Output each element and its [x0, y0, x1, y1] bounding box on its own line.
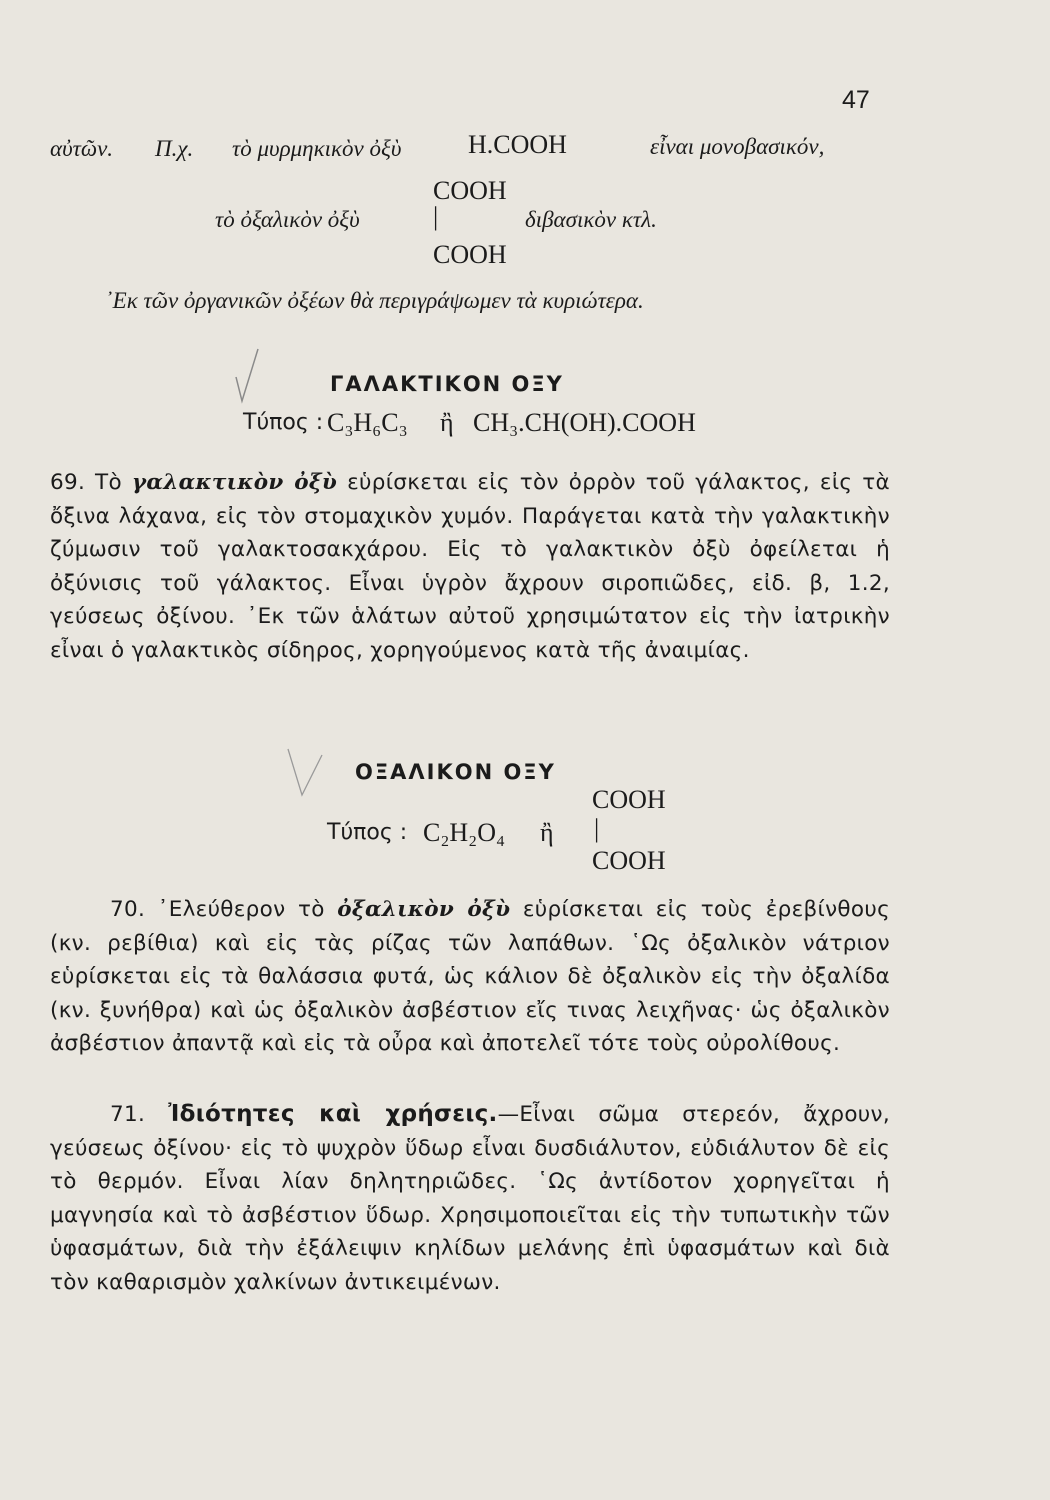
- lactic-formula-a: C₃H₆C₃: [327, 408, 408, 437]
- properties-heading: Ἰδιότητες καὶ χρήσεις.: [168, 1101, 498, 1127]
- page-number: 47: [842, 86, 870, 114]
- paragraph-69: [50, 466, 890, 667]
- paragraph-71-text: —Εἶναι σῶμα στερεόν, ἄχρουν, γεύσεως ὀξίνου· εἰς τὸ ψυχρὸν ὕδωρ εἶναι δυσδιάλυτον, εὐδιάλυτον δὲ εἰς τὸ θερμόν. Εἶναι λίαν δηλητηριῶδες. ῾Ως ἀντίδοτον χορηγεῖται ἡ μαγνησία καὶ τὸ ἀσβέστιον ὕδωρ. Χρησιμοποιεῖται εἰς τὴν τυπωτικὴν τῶν ὑφασμάτων, διὰ τὴν ἐξάλειψιν κηλίδων μελάνης ἐπὶ ὑφασμάτων καὶ διὰ τὸν καθαρισμὸν χαλκίνων ἀντικειμένων.: [50, 1102, 890, 1295]
- pencil-check-mark-1: [232, 345, 262, 405]
- paragraph-71-number: 71.: [110, 1102, 169, 1127]
- intro-word-auton: αὐτῶν.: [50, 136, 114, 161]
- lactic-type-label: Τύπος :: [243, 410, 324, 435]
- paragraph-69-number: 69. Τὸ: [50, 470, 132, 495]
- oxalic-formula-cooh-top: COOH: [592, 785, 666, 814]
- formic-formula: H.COOH: [468, 130, 567, 159]
- paragraph-69-text: εὑρίσκεται εἰς τὸν ὀρρὸν τοῦ γάλακτος, εἰς τὰ ὄξινα λάχανα, εἰς τὸν στομαχικὸν χυμόν. Παράγεται κατὰ τὴν γαλακτικὴν ζύμωσιν τοῦ γαλακτοσακχάρου. Εἰς τὸ γαλακτικὸν ὀξὺ ὀφείλεται ἡ ὀξύνισις τοῦ γάλακτος. Εἶναι ὑγρὸν ἄχρουν σιροπιῶδες, εἰδ. β, 1.2, γεύσεως ὀξίνου. ᾿Εκ τῶν ἁλάτων αὐτοῦ χρησιμώτατον εἰς τὴν ἰατρικὴν εἶναι ὁ γαλακτικὸς σίδηρος, χορηγούμενος κατὰ τῆς ἀναιμίας.: [50, 470, 890, 663]
- paragraph-70-text: εὑρίσκεται εἰς τοὺς ἐρεβίνθους (κν. ρεβίθια) καὶ εἰς τὰς ρίζας τῶν λαπάθων. ῾Ως ὀξαλικὸν νάτριον εὑρίσκεται εἰς τὰ θαλάσσια φυτά, ὡς κάλιον δὲ ὀξαλικὸν εἰς τὴν ὀξαλίδα (κν. ξυνήθρα) καὶ ὡς ὀξαλικὸν ἀσβέστιον εἴς τινας λειχῆνας· ὡς ὀξαλικὸν ἀσβέστιον ἀπαντᾷ καὶ εἰς τὰ οὖρα καὶ ἀποτελεῖ τότε τοὺς οὐρολίθους.: [50, 897, 890, 1056]
- oxalic-acid-term: ὀξαλικὸν ὀξὺ: [337, 897, 511, 922]
- oxalic-formula-bar: |: [594, 814, 600, 843]
- oxalic-formula: C₂H₂O₄: [423, 818, 506, 847]
- intro-sentence: ᾿Εκ τῶν ὀργανικῶν ὀξέων θὰ περιγράψωμεν τὰ κυριώτερα.: [105, 288, 644, 313]
- paragraph-71: [50, 1098, 890, 1299]
- intro-px: Π.χ.: [155, 136, 194, 161]
- oxalic-heading: ΟΞΑΛΙΚΟΝ ΟΞΥ: [355, 760, 556, 784]
- intro-formic-acid: τὸ μυρμηκικὸν ὀξὺ: [232, 136, 402, 161]
- paragraph-70-number: 70. ᾿Ελεύθερον τὸ: [110, 897, 338, 922]
- oxalic-cooh-bottom: COOH: [433, 240, 507, 269]
- oxalic-cooh-top: COOH: [433, 176, 507, 205]
- lactic-formula-or: ἢ: [440, 408, 454, 437]
- lactic-formula-b: CH₃.CH(OH).COOH: [473, 408, 696, 437]
- intro-oxalic-acid: τὸ ὀξαλικὸν ὀξὺ: [215, 207, 360, 232]
- intro-monobasic: εἶναι μονοβασικόν,: [650, 134, 825, 159]
- lactic-acid-term: γαλακτικὸν ὀξὺ: [131, 470, 338, 495]
- pencil-check-mark-2: [286, 745, 326, 800]
- oxalic-bond-bar: |: [433, 202, 439, 231]
- oxalic-formula-cooh-bottom: COOH: [592, 846, 666, 875]
- lactic-heading: ΓΑΛΑΚΤΙΚΟΝ ΟΞΥ: [330, 372, 564, 396]
- intro-dibasic: διβασικὸν κτλ.: [525, 207, 657, 232]
- paragraph-70: [50, 893, 890, 1061]
- oxalic-type-label: Τύπος :: [327, 820, 408, 845]
- oxalic-formula-or: ἢ: [540, 818, 554, 847]
